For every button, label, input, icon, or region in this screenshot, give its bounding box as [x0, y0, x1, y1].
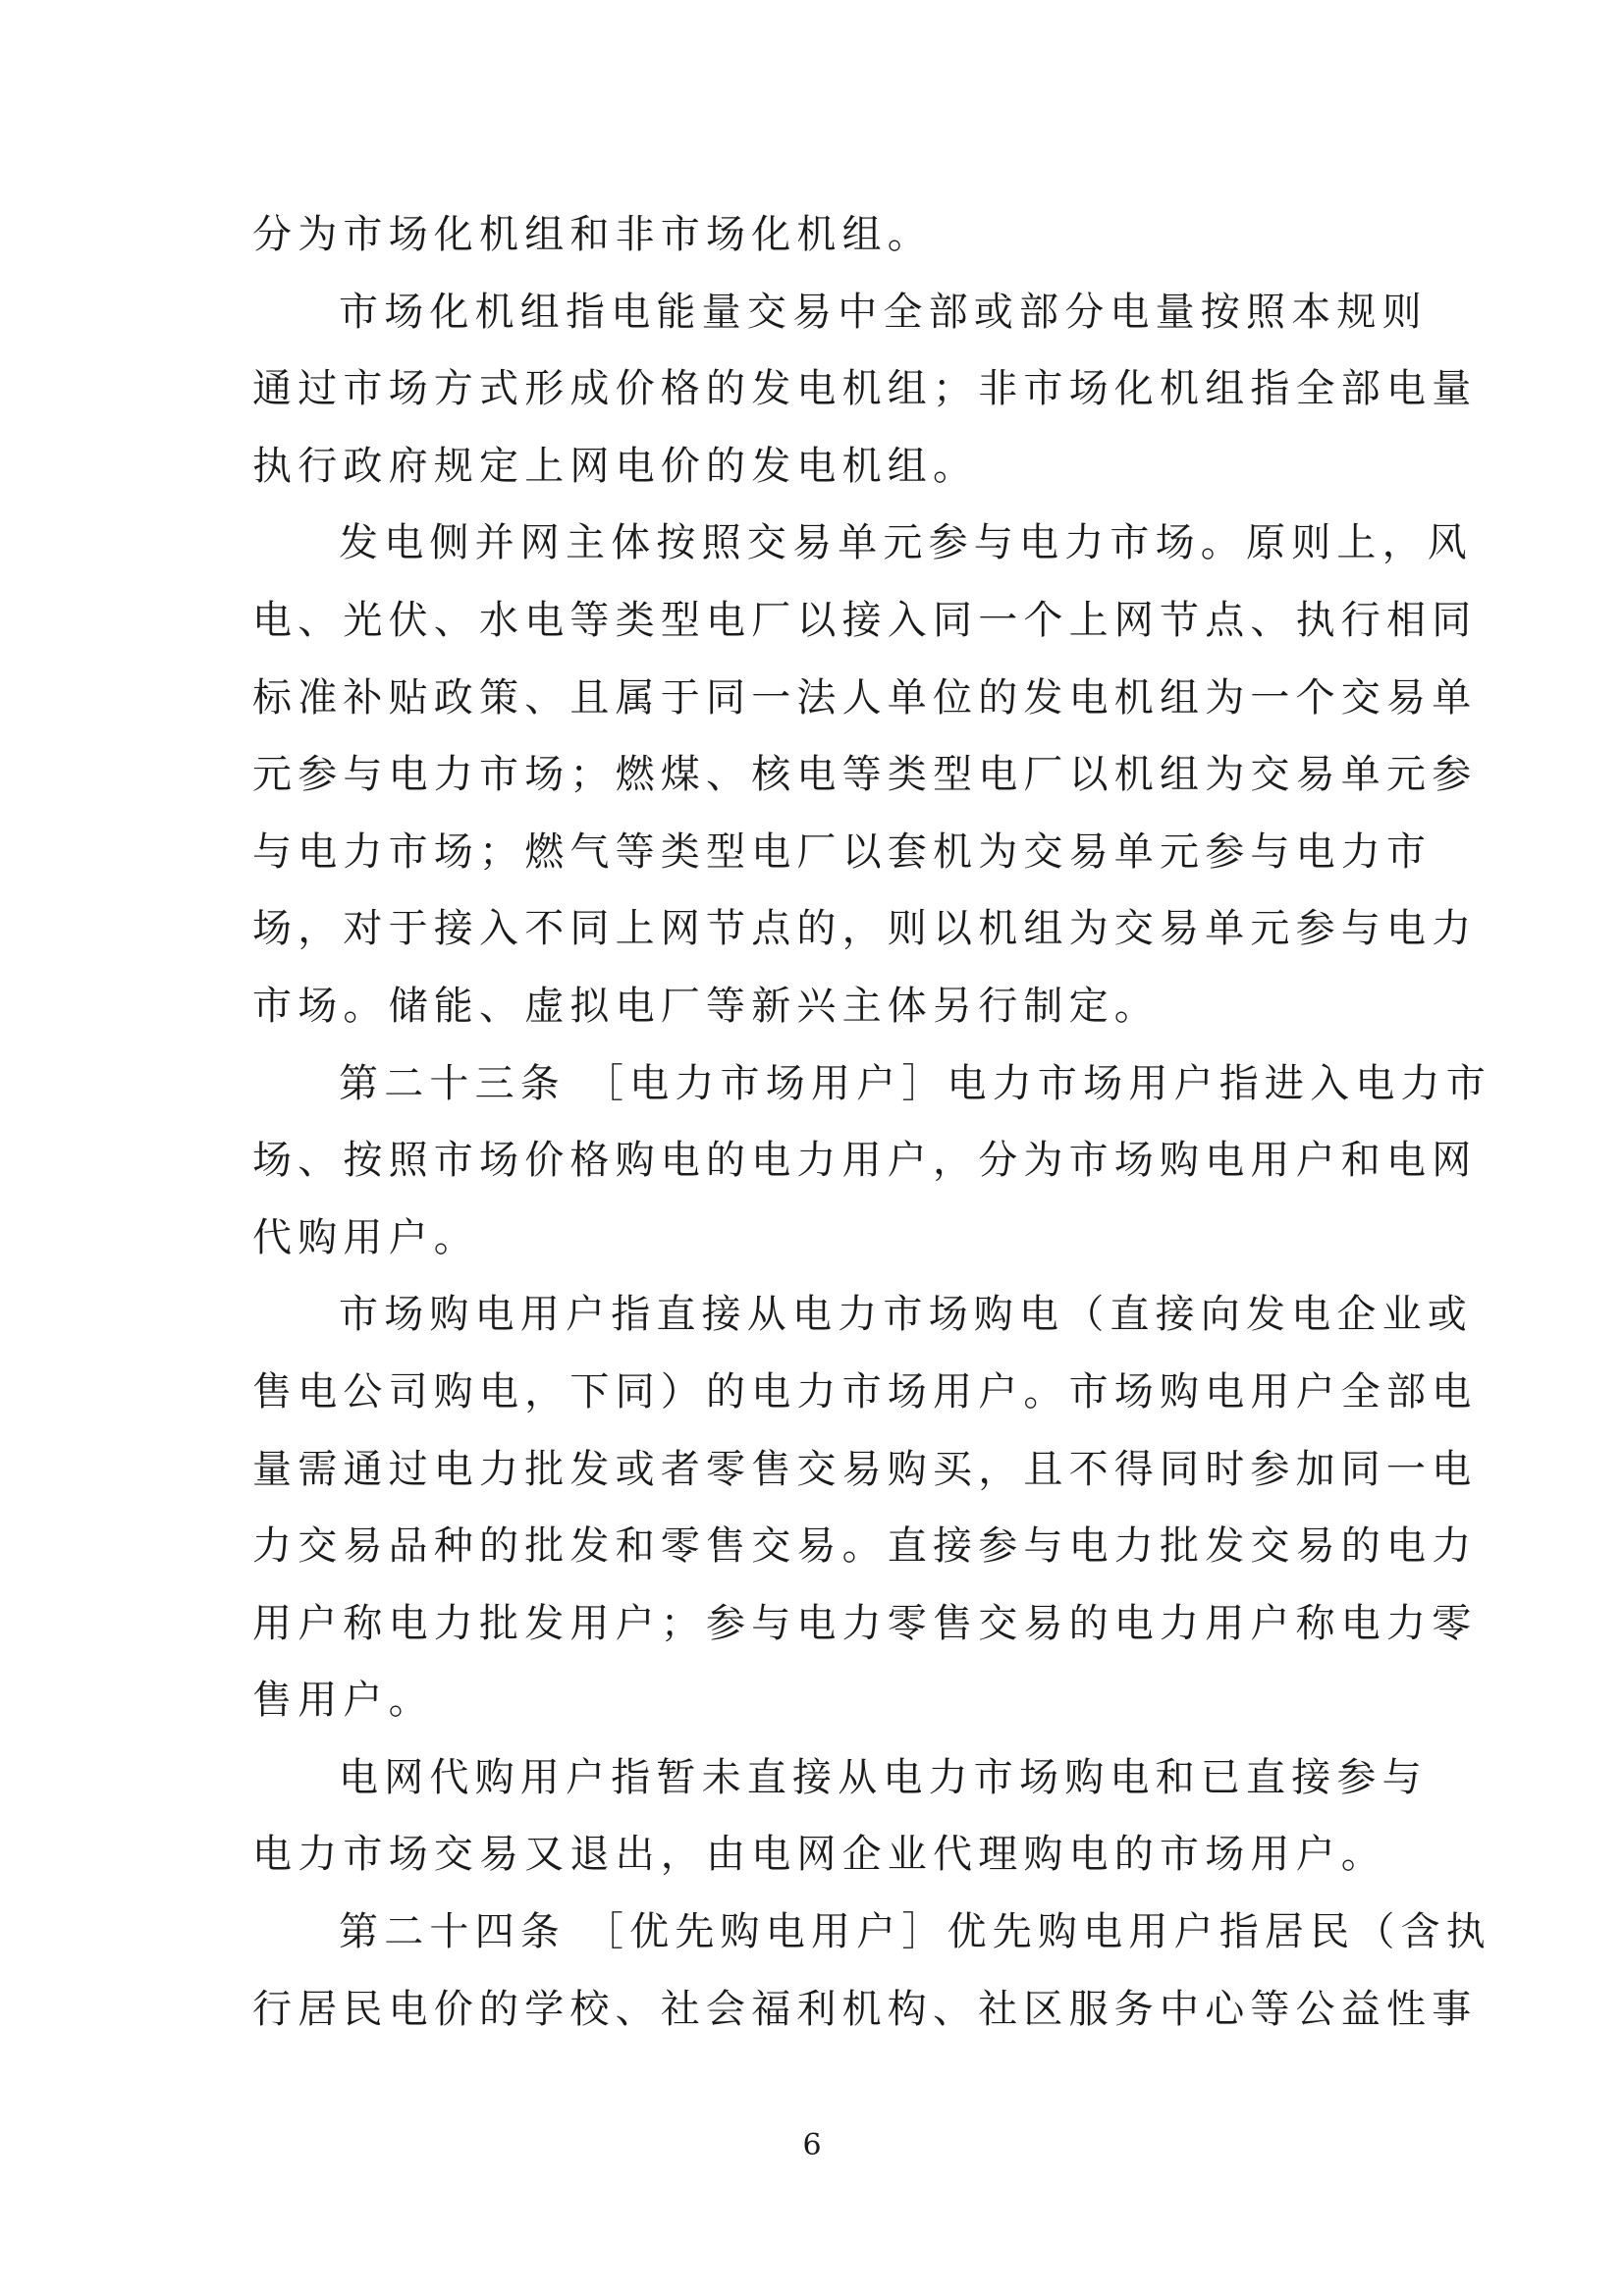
text-line: 标准补贴政策、且属于同一法人单位的发电机组为一个交易单	[252, 674, 1478, 721]
text-line: 发电侧并网主体按照交易单元参与电力市场。原则上，风	[339, 520, 1473, 566]
text-line: 执行政府规定上网电价的发电机组。	[252, 443, 979, 489]
text-line: 力交易品种的批发和零售交易。直接参与电力批发交易的电力	[252, 1523, 1478, 1570]
text-line: 电力市场交易又退出，由电网企业代理购电的市场用户。	[252, 1832, 1386, 1878]
text-line: 市场。储能、虚拟电厂等新兴主体另行制定。	[252, 983, 1160, 1029]
text-line: 通过市场方式形成价格的发电机组；非市场化机组指全部电量	[252, 366, 1478, 412]
text-line: 售电公司购电，下同）的电力市场用户。市场购电用户全部电	[252, 1368, 1478, 1415]
text-line: 与电力市场；燃气等类型电厂以套机为交易单元参与电力市	[252, 828, 1433, 875]
text-line: 市场购电用户指直接从电力市场购电（直接向发电企业或	[339, 1292, 1473, 1338]
text-line: 场，对于接入不同上网节点的，则以机组为交易单元参与电力	[252, 906, 1478, 952]
text-line: 售用户。	[252, 1678, 434, 1724]
text-line: 代购用户。	[252, 1214, 479, 1260]
text-line: 用户称电力批发用户；参与电力零售交易的电力用户称电力零	[252, 1600, 1478, 1646]
text-line: 电网代购用户指暂未直接从电力市场购电和已直接参与	[339, 1754, 1428, 1800]
text-line: 第二十三条 ［电力市场用户］电力市场用户指进入电力市	[339, 1060, 1491, 1106]
text-line: 分为市场化机组和非市场化机组。	[252, 212, 933, 257]
text-line: 行居民电价的学校、社会福利机构、社区服务中心等公益性事	[252, 1986, 1478, 2032]
text-line: 市场化机组指电能量交易中全部或部分电量按照本规则	[339, 289, 1428, 335]
text-line: 元参与电力市场；燃煤、核电等类型电厂以机组为交易单元参	[252, 752, 1478, 798]
page-number: 6	[802, 2128, 822, 2163]
body-text	[252, 196, 1491, 2048]
text-line: 量需通过电力批发或者零售交易购买，且不得同时参加同一电	[252, 1446, 1478, 1492]
text-line: 第二十四条 ［优先购电用户］优先购电用户指居民（含执	[339, 1909, 1491, 1955]
text-line: 电、光伏、水电等类型电厂以接入同一个上网节点、执行相同	[252, 597, 1478, 643]
text-line: 场、按照市场价格购电的电力用户，分为市场购电用户和电网	[252, 1138, 1478, 1184]
